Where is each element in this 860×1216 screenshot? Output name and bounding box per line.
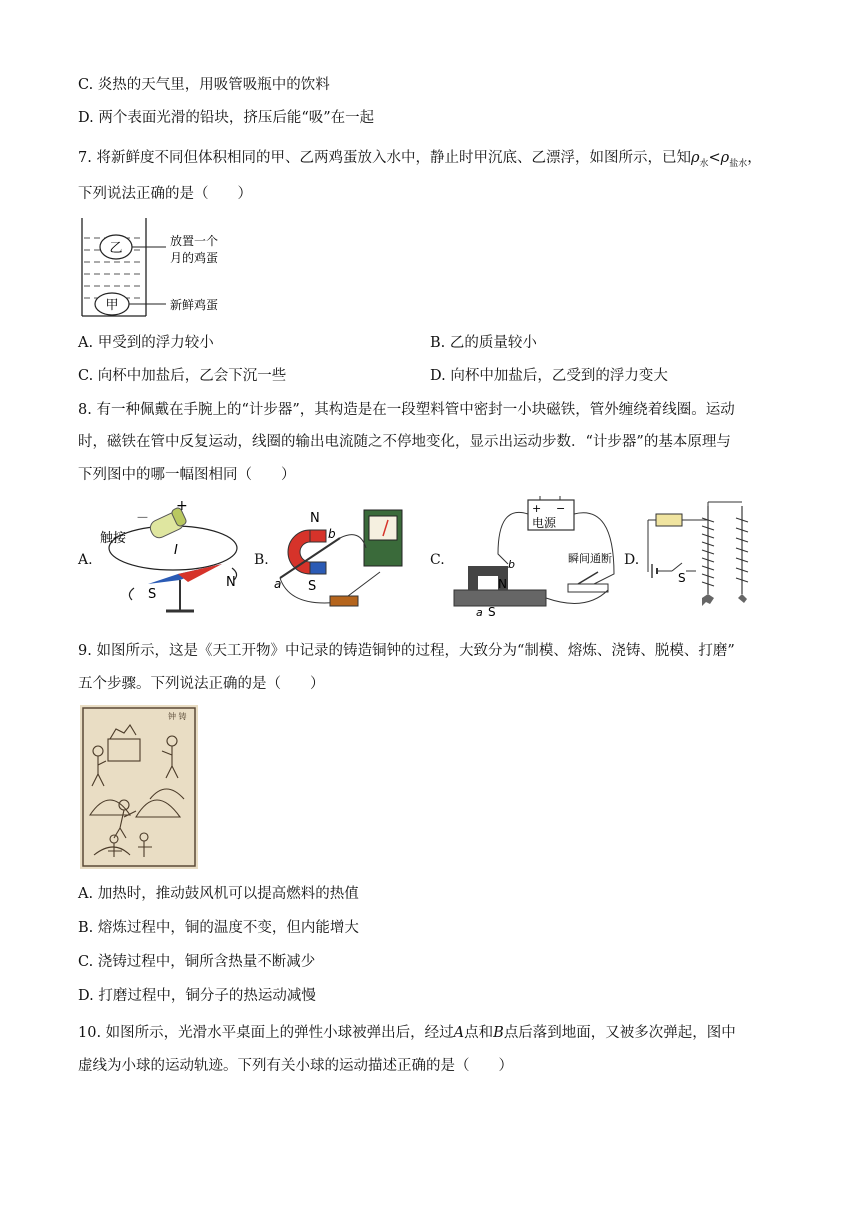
svg-text:S: S	[678, 571, 686, 585]
q7-egg-beaker-figure	[76, 216, 246, 322]
q8-option-b-label: B.	[254, 552, 269, 568]
q7-stem-line-2: 下列说法正确的是（ ）	[78, 186, 252, 202]
q9-option-d: D. 打磨过程中，铜分子的热运动减慢	[78, 988, 316, 1004]
q9-stem-line-1: 9. 如图所示，这是《天工开物》中记录的铸造铜钟的过程，大致分为“制模、熔炼、浇铸、脱模、打磨”	[78, 643, 735, 659]
q9-stem-line-2: 五个步骤。下列说法正确的是（ ）	[78, 676, 325, 692]
q10-stem-line-2: 虚线为小球的运动轨迹。下列有关小球的运动描述正确的是（ ）	[78, 1058, 513, 1074]
q8-figure-a-oersted	[98, 498, 248, 622]
svg-text:a: a	[476, 606, 483, 618]
svg-text:+: +	[176, 498, 188, 514]
q10-stem-line-1: 10. 如图所示，光滑水平桌面上的弹性小球被弹出后，经过A点和B点后落到地面，又被多次弹起，图中	[78, 1025, 736, 1041]
q6-option-d: D. 两个表面光滑的铅块，挤压后能“吸”在一起	[78, 110, 375, 126]
q8-option-d-label: D.	[624, 552, 640, 568]
q8-stem-line-2: 时，磁铁在管中反复运动，线圈的输出电流随之不停地变化，显示出运动步数．“计步器”的基本原理与	[78, 434, 731, 450]
q6-option-c: C. 炎热的天气里，用吸管吸瓶中的饮料	[78, 77, 330, 93]
svg-text:b: b	[508, 558, 515, 571]
q8-option-c-label: C.	[430, 552, 445, 568]
q7-stem-line-1: 7. 将新鲜度不同但体积相同的甲、乙两鸡蛋放入水中，静止时甲沉底、乙漂浮，如图所示，已知$\rho_水<\rho_{盐水}$，	[78, 150, 762, 169]
svg-text:电源: 电源	[532, 516, 557, 530]
q8-option-a-label: A.	[78, 552, 93, 568]
svg-text:N: N	[226, 575, 236, 590]
label-month-egg-1: 放置一个	[170, 234, 219, 248]
q7-option-b: B. 乙的质量较小	[430, 335, 537, 351]
svg-text:a: a	[274, 577, 282, 591]
label-month-egg-2: 月的鸡蛋	[170, 251, 219, 265]
q9-option-c: C. 浇铸过程中，铜所含热量不断减少	[78, 954, 316, 970]
q8-figure-d-electromagnet	[642, 498, 772, 622]
svg-text:N: N	[310, 511, 320, 526]
q7-option-a: A. 甲受到的浮力较小	[78, 335, 214, 351]
svg-text:－: －	[136, 511, 150, 526]
svg-text:S: S	[148, 587, 157, 602]
svg-text:−: −	[556, 502, 566, 515]
q8-figure-c-motor	[448, 494, 632, 618]
q9-option-b: B. 熔炼过程中，铜的温度不变，但内能增大	[78, 920, 359, 936]
egg-yi-label: 乙	[109, 241, 123, 256]
q7-option-c: C. 向杯中加盐后，乙会下沉一些	[78, 368, 287, 384]
svg-text:瞬间通断: 瞬间通断	[568, 552, 612, 565]
svg-text:触接: 触接	[100, 531, 127, 546]
label-fresh-egg: 新鲜鸡蛋	[170, 298, 219, 312]
q9-tiangong-kaiwu-woodcut	[80, 705, 198, 869]
svg-text:N: N	[498, 577, 507, 591]
q8-figure-b-generator	[270, 500, 410, 612]
egg-jia-label: 甲	[105, 298, 119, 313]
svg-text:S: S	[488, 605, 496, 618]
q8-stem-line-3: 下列图中的哪一幅图相同（ ）	[78, 467, 296, 483]
q7-option-d: D. 向杯中加盐后，乙受到的浮力变大	[430, 368, 668, 384]
svg-text:I: I	[174, 543, 178, 558]
svg-text:钟 铸: 钟 铸	[168, 712, 187, 721]
q9-option-a: A. 加热时，推动鼓风机可以提高燃料的热值	[78, 886, 359, 902]
q8-stem-line-1: 8. 有一种佩戴在手腕上的“计步器”，其构造是在一段塑料管中密封一小块磁铁，管外缠绕着线圈。运动	[78, 402, 735, 418]
svg-text:S: S	[308, 579, 317, 594]
svg-text:b: b	[328, 527, 336, 541]
svg-text:+: +	[532, 502, 542, 515]
